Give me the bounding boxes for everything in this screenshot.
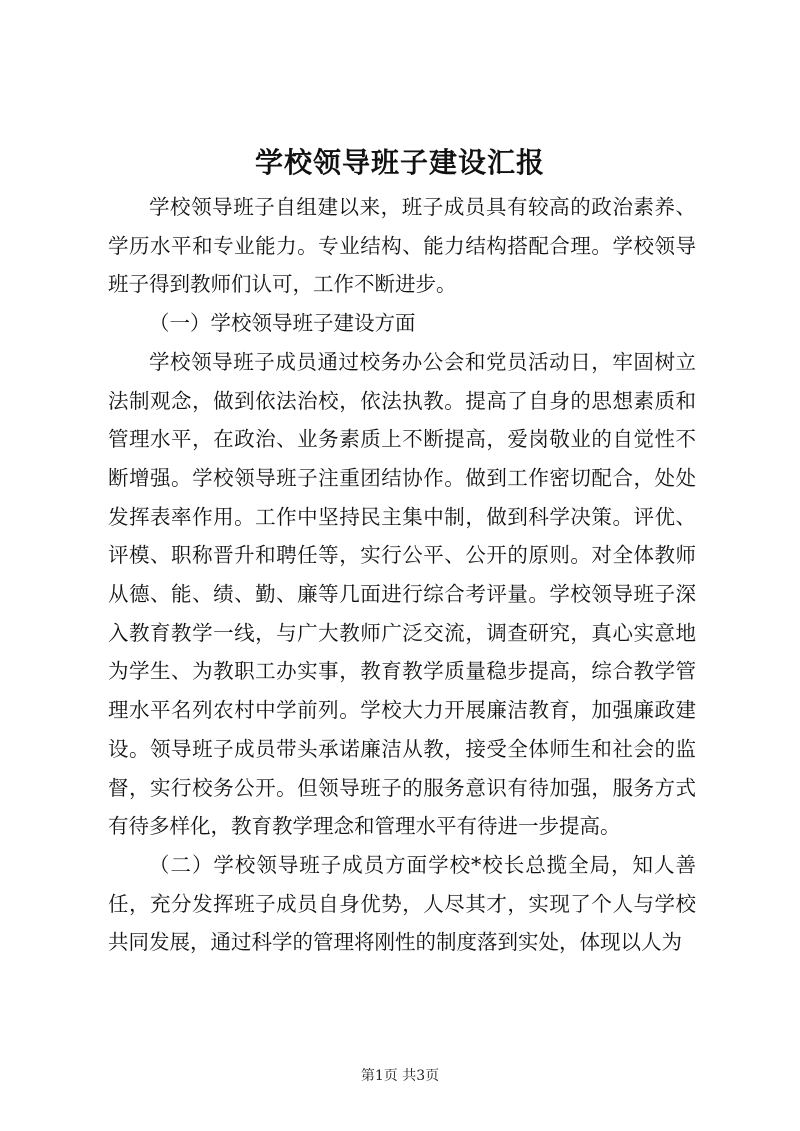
paragraph-intro: 学校领导班子自组建以来，班子成员具有较高的政治素养、学历水平和专业能力。专业结构、能力结构搭配合理。学校领导班子得到教师们认可，工作不断进步。 xyxy=(108,195,696,297)
document-body xyxy=(108,188,696,962)
page-footer: 第1页 共3页 xyxy=(360,1068,440,1084)
section-heading-1: （一）学校领导班子建设方面 xyxy=(149,311,416,336)
paragraph-section-1: 学校领导班子成员通过校务办公会和党员活动日，牢固树立法制观念，做到依法治校，依法执教。提高了自身的思想素质和管理水平，在政治、业务素质上不断提高，爱岗敬业的自觉性不断增强。学校领导班子注重团结协作。做到工作密切配合，处处发挥表率作用。工作中坚持民主集中制，做到科学决策。评优、评模、职称晋升和聘任等，实行公平、公开的原则。对全体教师从德、能、绩、勤、廉等几面进行综合考评量。学校领导班子深入教育教学一线，与广大教师广泛交流，调查研究，真心实意地为学生、为教职工办实事，教育教学质量稳步提高，综合教学管理水平名列农村中学前列。学校大力开展廉洁教育，加强廉政建设。领导班子成员带头承诺廉洁从教，接受全体师生和社会的监督，实行校务公开。但领导班子的服务意识有待加强，服务方式有待多样化，教育教学理念和管理水平有待进一步提高。 xyxy=(108,349,696,839)
paragraph-section-2: （二）学校领导班子成员方面学校*校长总揽全局，知人善任，充分发挥班子成员自身优势，人尽其才，实现了个人与学校共同发展，通过科学的管理将刚性的制度落到实处，体现以人为 xyxy=(108,852,696,955)
document-title: 学校领导班子建设汇报 xyxy=(254,146,545,179)
